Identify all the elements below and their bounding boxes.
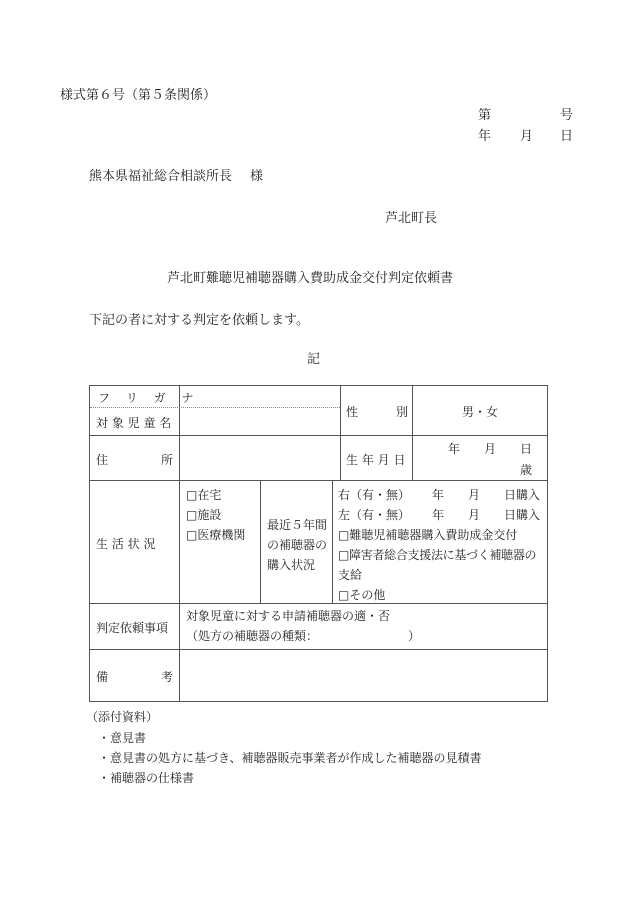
dob-month: 月 xyxy=(484,442,497,456)
gender-value: 男・女 xyxy=(462,405,499,419)
intro-text: 下記の者に対する判定を依頼します。 xyxy=(89,313,309,328)
document-title: 芦北町難聴児補聴器購入費助成金交付判定依頼書 xyxy=(167,271,454,286)
right-ear-purchase: 日購入 xyxy=(504,488,541,502)
address-label-1: 住 xyxy=(96,453,109,467)
addressee: 熊本県福祉総合相談所長 xyxy=(89,169,233,184)
right-ear-month: 月 xyxy=(468,488,481,502)
remarks-label-1: 備 xyxy=(96,670,109,684)
check-subsidy[interactable]: □難聴児補聴器購入費助成金交付 xyxy=(338,528,518,542)
dob-year: 年 xyxy=(448,442,461,456)
gender-label-2: 別 xyxy=(396,405,409,419)
ki-heading: 記 xyxy=(307,352,321,367)
check-support[interactable]: □障害者総合支援法に基づく補聴器の xyxy=(338,548,537,562)
date-year: 年 xyxy=(478,129,492,144)
number-prefix: 第 xyxy=(478,108,492,123)
attachment-item: ・補聴器の仕様書 xyxy=(98,771,195,785)
child-name-label: 対 象 児 童 名 xyxy=(96,416,172,430)
request-line2-open: （処方の補聴器の種類： xyxy=(186,629,319,643)
recent-label-2: の補聴器の xyxy=(267,538,328,552)
left-ear-year: 年 xyxy=(432,508,445,522)
dob-day: 日 xyxy=(520,442,533,456)
attachments-title: （添付資料） xyxy=(86,710,159,724)
left-ear-purchase: 日購入 xyxy=(504,508,541,522)
gender-label-1: 性 xyxy=(346,405,359,419)
date-day: 日 xyxy=(560,129,574,144)
furigana-label: フ リ ガ ナ xyxy=(98,391,200,405)
recent-label-1: 最近５年間 xyxy=(267,518,328,532)
check-other[interactable]: □その他 xyxy=(338,588,386,602)
life-option-facility[interactable]: □施設 xyxy=(186,508,222,522)
dob-age: 歳 xyxy=(520,463,533,477)
remarks-label-2: 考 xyxy=(161,670,174,684)
left-ear-month: 月 xyxy=(468,508,481,522)
attachment-item: ・意見書の処方に基づき、補聴器販売事業者が作成した補聴器の見積書 xyxy=(98,751,482,765)
life-option-home[interactable]: □在宅 xyxy=(186,488,222,502)
request-line2-close: ） xyxy=(408,629,421,643)
left-ear: 左（有・無） xyxy=(338,508,411,522)
life-label: 生 活 状 況 xyxy=(96,537,156,551)
sender: 芦北町長 xyxy=(385,211,438,226)
address-label-2: 所 xyxy=(161,453,174,467)
life-option-medical[interactable]: □医療機関 xyxy=(186,528,246,542)
check-support-line2: 支給 xyxy=(338,568,363,582)
recent-label-3: 購入状況 xyxy=(267,558,316,572)
number-suffix: 号 xyxy=(560,108,574,123)
form-number: 様式第６号（第５条関係） xyxy=(60,88,217,103)
right-ear: 右（有・無） xyxy=(338,488,411,502)
right-ear-year: 年 xyxy=(432,488,445,502)
request-line1: 対象児童に対する申請補聴器の適・否 xyxy=(186,609,391,623)
dob-label: 生 年 月 日 xyxy=(346,453,406,467)
request-label: 判定依頼事項 xyxy=(96,621,169,635)
date-month: 月 xyxy=(520,129,534,144)
addressee-honorific: 様 xyxy=(250,169,264,184)
attachment-item: ・意見書 xyxy=(98,731,147,745)
